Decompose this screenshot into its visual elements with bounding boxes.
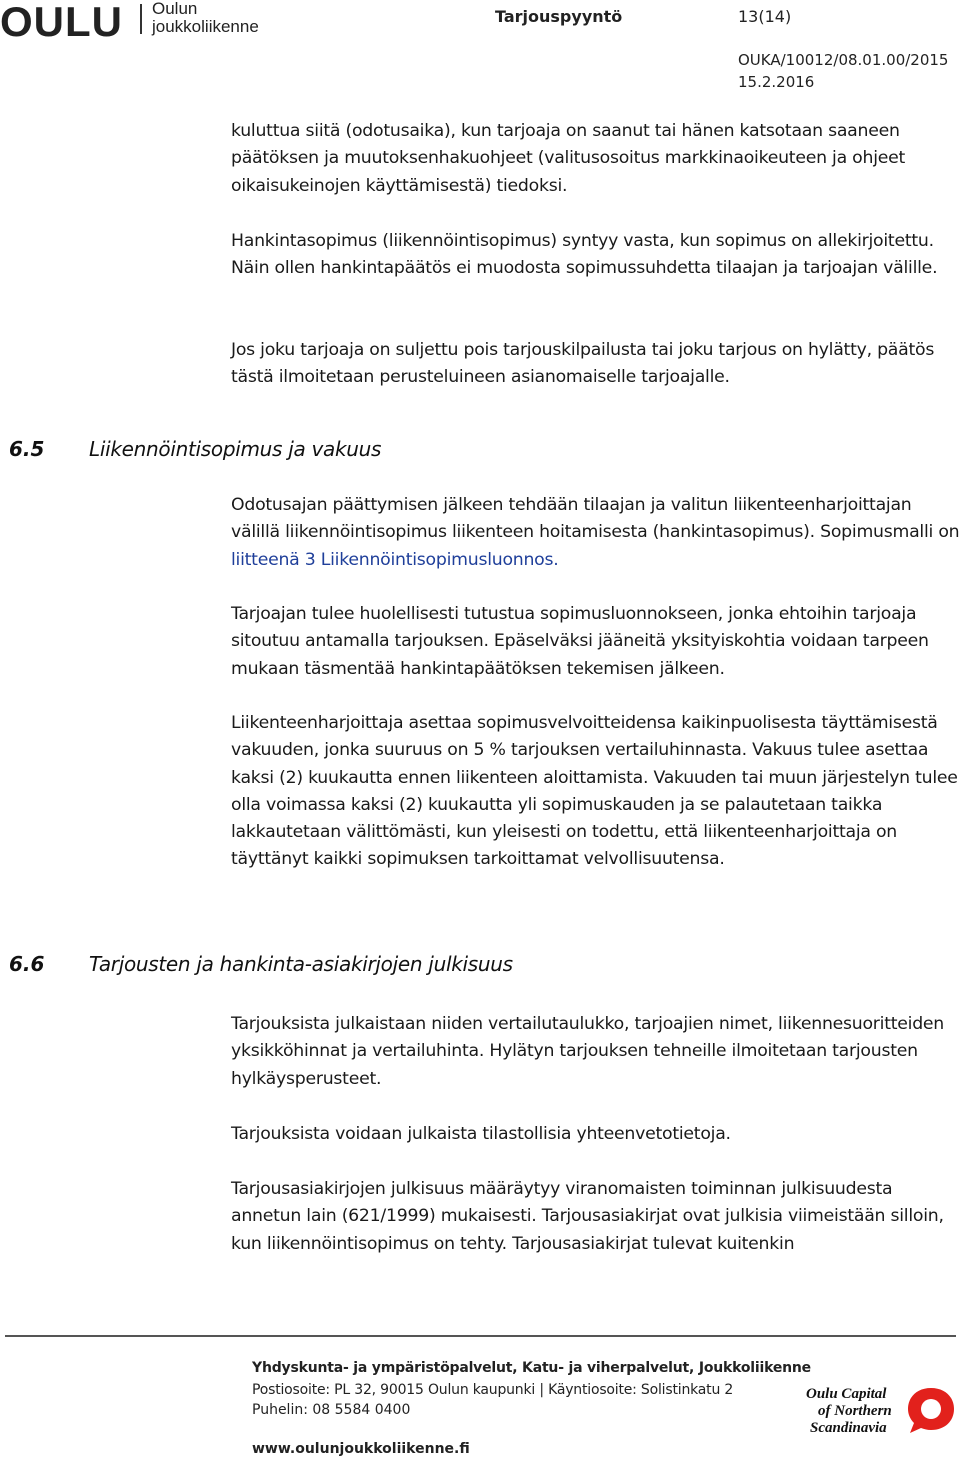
attachment-3-link[interactable]: liitteenä 3 Liikennöintisopimusluonnos. bbox=[231, 549, 559, 570]
reference-number: OUKA/10012/08.01.00/2015 bbox=[738, 51, 949, 69]
paragraph-exclusion-notice: Jos joku tarjoaja on suljettu pois tarjouskilpailusta tai joku tarjous on hylätty, päätös tästä ilmoitetaan perusteluineen asianomaiselle tarjoajalle. bbox=[231, 340, 935, 388]
footer-phone: Puhelin: 08 5584 0400 bbox=[252, 1402, 411, 1418]
document-date: 15.2.2016 bbox=[738, 73, 815, 91]
speech-bubble-icon bbox=[905, 1384, 957, 1436]
paragraph-publicity-law: Tarjousasiakirjojen julkisuus määräytyy viranomaisten toiminnan julkisuudesta annetun lain (621/1999) mukaisesti. Tarjousasiakirjat ovat julkisia viimeistään silloin, kun liikennöintisopimus on tehty. Tarjousasiakirjat tulevat kuitenkin bbox=[231, 1179, 944, 1254]
logo-divider bbox=[140, 4, 142, 34]
section-number-6-5: 6.5 bbox=[9, 437, 45, 461]
page-number: 13(14) bbox=[738, 7, 792, 26]
capital-logo-line2: of Northern bbox=[818, 1403, 892, 1419]
paragraph-appeal-period: kuluttua siitä (odotusaika), kun tarjoaja on saanut tai hänen katsotaan saaneen päätöksen ja muutoksenhakuohjeet (valitusosoitus markkinaoikeuteen ja ohjeet oikaisukeinojen käyttämisestä) tiedoksi. bbox=[231, 121, 906, 196]
paragraph-guarantee: Liikenteenharjoittaja asettaa sopimusvelvoitteidensa kaikinpuolisesta täyttämisestä vakuuden, jonka suuruus on 5 % tarjouksen vertailuhinnasta. Vakuus tulee asettaa kaksi (2) kuukautta ennen liikenteen aloittamista. Vakuuden tai muun järjestelyn tulee olla voimassa kaksi (2) kuukautta yli sopimuskauden ja se palautetaan taikka lakkautetaan välittömästi, kun yleisesti on todettu, että liikenteenharjoittaja on täyttänyt kaikki sopimuksen tarkoittamat velvollisuutensa. bbox=[231, 713, 958, 870]
paragraph-review-draft: Tarjoajan tulee huolellisesti tutustua sopimusluonnokseen, jonka ehtoihin tarjoaja sitoutuu antamalla tarjouksen. Epäselväksi jääneitä yksityiskohtia voidaan tarpeen mukaan täsmentää hankintapäätöksen tekemisen jälkeen. bbox=[231, 604, 929, 679]
logo-subtitle-line1: Oulun bbox=[152, 0, 198, 18]
section-number-6-6: 6.6 bbox=[9, 952, 45, 976]
document-title: Tarjouspyyntö bbox=[495, 7, 623, 26]
section-title-6-6: Tarjousten ja hankinta-asiakirjojen julkisuus bbox=[89, 952, 513, 976]
capital-logo-line3: Scandinavia bbox=[810, 1420, 887, 1436]
footer-address: Postiosoite: PL 32, 90015 Oulun kaupunki | Käyntiosoite: Solistinkatu 2 bbox=[252, 1382, 734, 1398]
paragraph-published-info: Tarjouksista julkaistaan niiden vertailutaulukko, tarjoajien nimet, liikennesuoritteiden yksikköhinnat ja vertailuhinta. Hylätyn tarjouksen tehneille ilmoitetaan tarjousten hylkäysperusteet. bbox=[231, 1014, 944, 1089]
paragraph-contract-formation: Hankintasopimus (liikennöintisopimus) syntyy vasta, kun sopimus on allekirjoitettu. Näin ollen hankintapäätös ei muodosta sopimussuhdetta tilaajan ja tarjoajan välille. bbox=[231, 231, 938, 279]
paragraph-contract-text: Odotusajan päättymisen jälkeen tehdään tilaajan ja valitun liikenteenharjoittajan välillä liikennöintisopimus liikenteen hoitamisesta (hankintasopimus). Sopimusmalli on bbox=[231, 495, 960, 543]
oulu-logo: OULU bbox=[0, 0, 123, 45]
footer-department: Yhdyskunta- ja ympäristöpalvelut, Katu- ja viherpalvelut, Joukkoliikenne bbox=[252, 1360, 811, 1376]
footer-divider bbox=[5, 1335, 956, 1337]
paragraph-contract-after-waiting bbox=[231, 492, 960, 574]
logo-subtitle bbox=[152, 0, 259, 36]
capital-logo-line1: Oulu Capital bbox=[806, 1386, 887, 1402]
paragraph-statistics: Tarjouksista voidaan julkaista tilastollisia yhteenvetotietoja. bbox=[231, 1124, 731, 1144]
logo-subtitle-line2: joukkoliikenne bbox=[152, 17, 259, 36]
section-title-6-5: Liikennöintisopimus ja vakuus bbox=[89, 437, 382, 461]
capital-logo bbox=[806, 1386, 906, 1437]
footer-website-link[interactable]: www.oulunjoukkoliikenne.fi bbox=[252, 1441, 470, 1457]
